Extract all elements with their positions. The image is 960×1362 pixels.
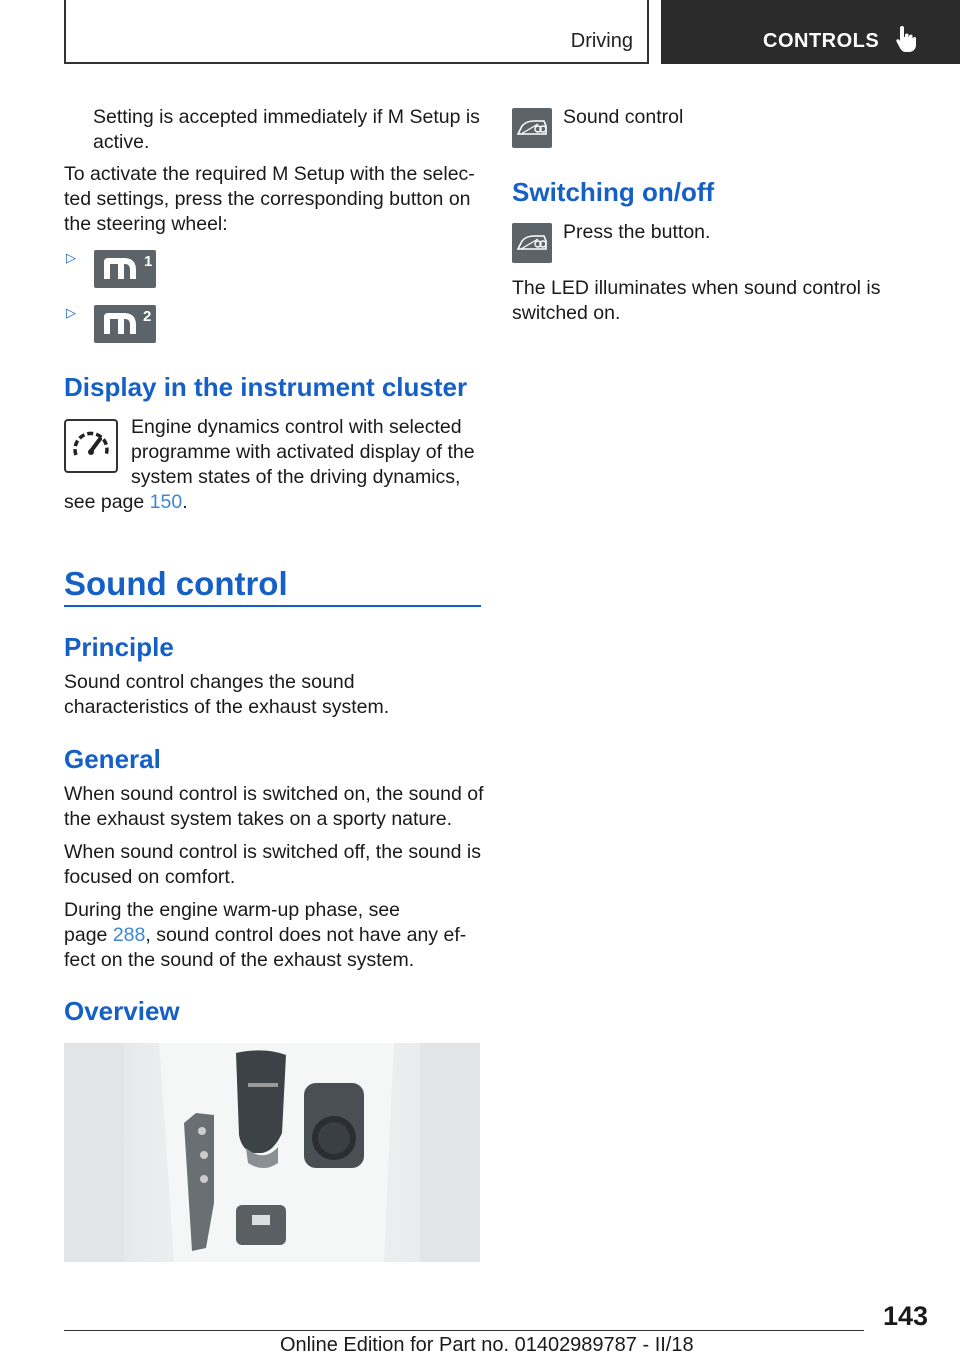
list-bullet: ▷: [66, 305, 76, 320]
m1-button-icon: [94, 250, 156, 288]
page-link-288[interactable]: 288: [112, 924, 146, 946]
list-bullet: ▷: [66, 250, 76, 265]
header-chapter-tab: [661, 0, 960, 64]
principle-text: Sound control changes the sound characteristics of the exhaust system.: [64, 671, 390, 718]
sound-control-button-icon: [512, 223, 552, 263]
display-page-ref: [64, 490, 188, 515]
header-chapter-title: CONTROLS: [763, 30, 880, 52]
see-page-label: see page: [64, 491, 145, 513]
m2-button-icon: [94, 305, 156, 343]
hand-pointer-icon: [895, 24, 917, 54]
warmup-rest: , sound control does not have any ef-fect on the sound of the exhaust system.: [64, 924, 467, 971]
m2-superscript: 2: [143, 308, 152, 325]
center-console-photo: [64, 1043, 480, 1262]
section-divider: [64, 605, 481, 607]
page-link-150[interactable]: 150: [149, 491, 183, 513]
footer-edition: Online Edition for Part no. 01402989787 - II/18: [280, 1334, 694, 1356]
footer-divider: [64, 1330, 864, 1331]
display-description: Engine dynamics control with selected programme with activated display of the system states of the driving dynamics,: [131, 416, 475, 488]
m-setup-accepted-note: Setting is accepted immediately if M Setup is active.: [93, 106, 480, 153]
m1-superscript: 1: [144, 253, 153, 270]
display-heading: Display in the instrument cluster: [64, 372, 468, 402]
header-section-title: Driving: [570, 30, 633, 52]
general-heading: General: [64, 744, 161, 774]
gauge-icon: [64, 419, 118, 473]
overview-heading: Overview: [64, 996, 180, 1026]
m-setup-instruction: To activate the required M Setup with the selec-ted settings, press the corresponding button on the steering wheel:: [64, 163, 475, 235]
led-text: The LED illuminates when sound control is switched on.: [512, 277, 881, 324]
period: .: [182, 491, 188, 513]
warmup-page-label: page: [64, 924, 108, 946]
switching-heading: Switching on/off: [512, 177, 715, 207]
general-text-off: When sound control is switched off, the sound is focused on comfort.: [64, 841, 481, 888]
page-number: 143: [882, 1301, 928, 1331]
sound-control-heading: Sound control: [64, 565, 288, 602]
principle-heading: Principle: [64, 632, 174, 662]
warmup-line-1: During the engine warm-up phase, see: [64, 899, 401, 921]
sound-control-button-icon: [512, 108, 552, 148]
header-section-tab: [64, 0, 649, 64]
press-button-text: Press the button.: [563, 221, 711, 243]
general-text-on: When sound control is switched on, the sound of the exhaust system takes on a sporty nature.: [64, 783, 484, 830]
general-text-warmup: [64, 898, 484, 973]
sound-control-label: Sound control: [563, 106, 684, 128]
